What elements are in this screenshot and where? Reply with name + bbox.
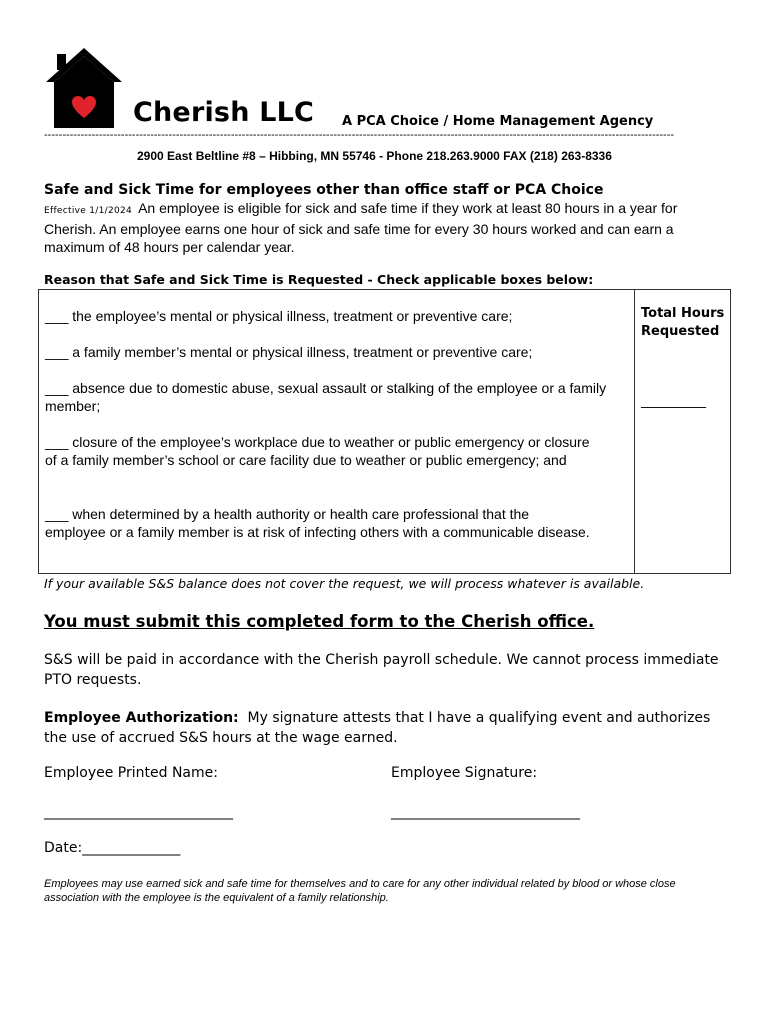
- signature-field[interactable]: ___________________________: [391, 804, 580, 820]
- intro-paragraph: [44, 199, 724, 256]
- house-heart-icon: [44, 46, 124, 128]
- footnote: Employees may use earned sick and safe time for themselves and to care for any other individual related by blood or whose close association with the employee is the equivalent of a family relationship.: [44, 878, 676, 904]
- submit-heading: You must submit this completed form to the Cherish office.: [44, 612, 595, 631]
- table-divider: [634, 289, 635, 574]
- reason-closure[interactable]: ___ closure of the employee’s workplace due to weather or public emergency or closure of a family member’s school or care facility due to weather or public emergency; and: [45, 434, 590, 468]
- section-title: Safe and Sick Time for employees other than office staff or PCA Choice: [44, 182, 604, 198]
- balance-note: If your available S&S balance does not cover the request, we will process whatever is available.: [44, 576, 645, 591]
- authorization-text: My signature attests that I have a qualifying event and authorizes the use of accrued S&S hours at the wage earned.: [44, 710, 711, 746]
- intro-text: An employee is eligible for sick and safe time if they work at least 80 hours in a year for Cherish. An employee earns one hour of sick and safe time for every 30 hours worked and can earn a maximum of 48 hours per calendar year.: [44, 200, 678, 255]
- company-name: Cherish LLC: [133, 97, 315, 128]
- reason-communicable-disease[interactable]: ___ when determined by a health authority or health care professional that the employee or a family member is at risk of infecting others with a communicable disease.: [45, 506, 590, 540]
- total-hours-label: Total Hours Requested: [641, 306, 725, 339]
- authorization-paragraph: [44, 708, 724, 748]
- effective-date: Effective 1/1/2024: [44, 206, 133, 216]
- authorization-label: Employee Authorization:: [44, 710, 239, 726]
- payroll-note: S&S will be paid in accordance with the Cherish payroll schedule. We cannot process immediate PTO requests.: [44, 652, 719, 688]
- reason-domestic-abuse[interactable]: ___ absence due to domestic abuse, sexual assault or stalking of the employee or a family member;: [45, 380, 607, 414]
- reasons-heading: Reason that Safe and Sick Time is Requested - Check applicable boxes below:: [44, 272, 594, 287]
- company-address: 2900 East Beltline #8 – Hibbing, MN 55746 - Phone 218.263.9000 FAX (218) 263-8336: [137, 149, 612, 163]
- total-hours-field[interactable]: __________: [641, 394, 706, 409]
- date-field[interactable]: ______________: [82, 840, 181, 856]
- tagline: A PCA Choice / Home Management Agency: [342, 114, 654, 129]
- reason-own-illness[interactable]: ___ the employee’s mental or physical illness, treatment or preventive care;: [45, 308, 513, 324]
- reason-family-illness[interactable]: ___ a family member’s mental or physical illness, treatment or preventive care;: [45, 344, 533, 360]
- date-label: Date:: [44, 840, 83, 856]
- date-row: [44, 840, 180, 856]
- header-divider: ----------------------------------------------------------------------------------------------------------------------------------------------------------------------------: [44, 131, 675, 139]
- printed-name-field[interactable]: ___________________________: [44, 804, 233, 820]
- signature-label: Employee Signature:: [391, 765, 538, 781]
- printed-name-label: Employee Printed Name:: [44, 765, 218, 781]
